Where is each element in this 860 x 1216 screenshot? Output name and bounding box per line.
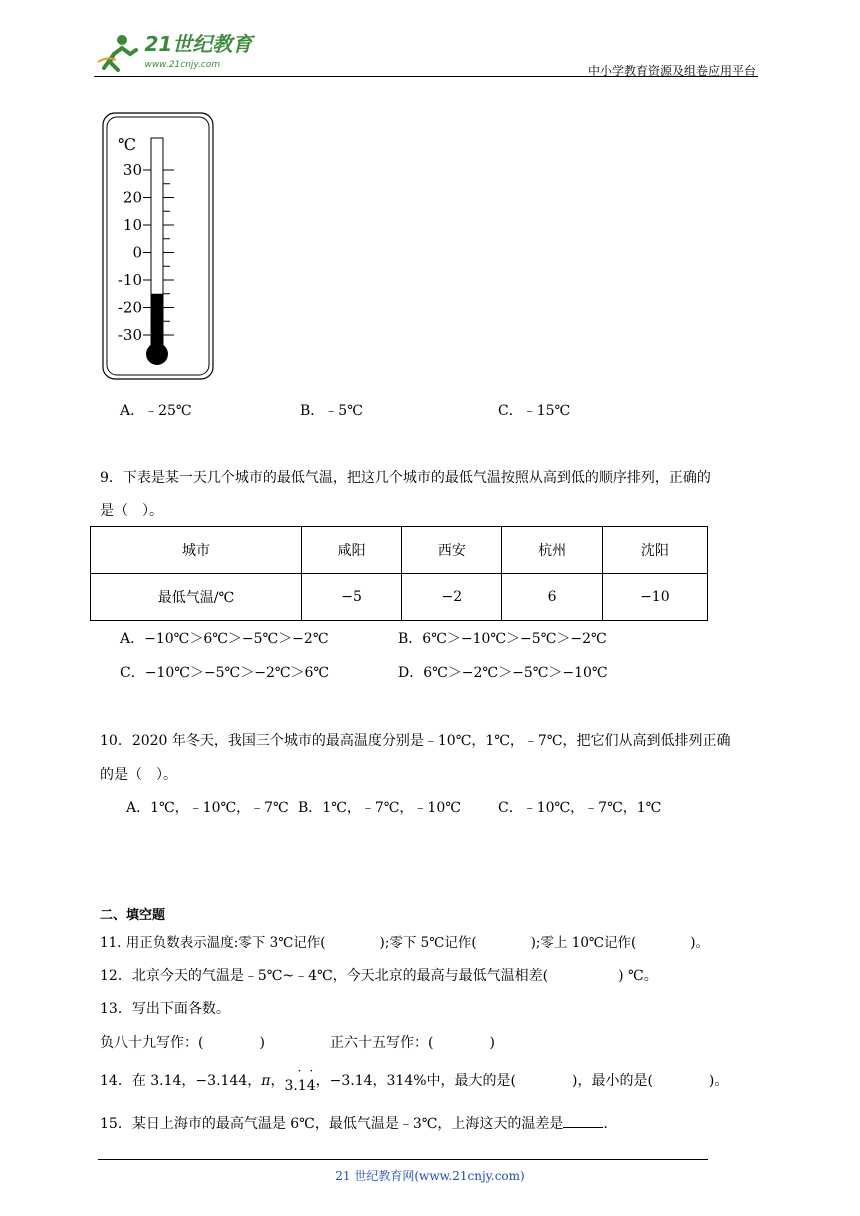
table-cell: 杭州 (502, 527, 602, 574)
q9-stem-line2: 是（ ）。 (100, 503, 163, 519)
logo-text: 21世纪教育 (144, 32, 253, 57)
q11: 11. 用正负数表示温度:零下 3℃记作( );零下 5℃记作( );零上 10℃记作( )。 (100, 935, 710, 951)
thermometer-figure (102, 112, 214, 380)
q9-option-b[interactable]: B．6℃＞−10℃＞−5℃＞−2℃ (398, 631, 607, 647)
footer-divider (98, 1159, 708, 1160)
table-cell: −2 (402, 574, 502, 621)
runner-logo-icon (96, 32, 140, 72)
q14-recurring-decimal: · · 3.14 (284, 1064, 316, 1094)
q15-text: 15．某日上海市的最高气温是 6℃，最低气温是﹣3℃，上海这天的温差是 (100, 1116, 564, 1132)
table-cell: 6 (502, 574, 602, 621)
q13: 13．写出下面各数。 (100, 1001, 230, 1017)
q14-comma: ， (270, 1073, 285, 1089)
q14 (100, 1064, 729, 1094)
scale-label: 30 (122, 161, 142, 179)
section-title: 二、填空题 (100, 908, 166, 923)
scale-label: -20 (117, 298, 142, 317)
q9-option-c[interactable]: C．−10℃＞−5℃＞−2℃＞6℃ (120, 665, 330, 681)
q9-option-d[interactable]: D．6℃＞−2℃＞−5℃＞−10℃ (398, 665, 608, 681)
scale-label: 20 (122, 188, 142, 207)
thermometer-unit: ℃ (118, 135, 136, 154)
q14-text-pre: 14．在 3.14，−3.144， (100, 1073, 262, 1089)
table-cell: −5 (302, 574, 402, 621)
table-cell: 城市 (91, 527, 302, 574)
q9-stem-line1: 9．下表是某一天几个城市的最低气温，把这几个城市的最低气温按照从高到低的顺序排列，正确的 (100, 470, 711, 486)
scale-label: 10 (122, 216, 142, 234)
logo (96, 32, 252, 72)
q15-answer-blank[interactable] (563, 1127, 603, 1128)
q14-text-post: ，−3.14，314%中，最大的是( )，最小的是( )。 (315, 1073, 729, 1089)
scale-label: 0 (132, 243, 142, 262)
q13-part-a: 负八十九写作：( ) (100, 1035, 265, 1051)
thermometer-bulb (146, 343, 168, 365)
q8-option-b[interactable]: B．﹣5℃ (300, 403, 363, 419)
q9-option-a[interactable]: A．−10℃＞6℃＞−5℃＞−2℃ (120, 631, 329, 647)
footer-text: 21 世纪教育网(www.21cnjy.com) (335, 1169, 525, 1183)
scale-label: -30 (117, 326, 142, 344)
mercury-column (151, 294, 163, 350)
scale-label: -10 (117, 271, 142, 289)
table-header-row (91, 527, 708, 574)
q8-option-c[interactable]: C．﹣15℃ (498, 403, 571, 419)
table-row (91, 574, 708, 621)
q10-option-b[interactable]: B．1℃，﹣7℃，﹣10℃ (298, 800, 461, 816)
logo-url: www.21cnjy.com (144, 59, 221, 70)
table-cell: 沈阳 (602, 527, 707, 574)
q10-option-a[interactable]: A．1℃，﹣10℃，﹣7℃ (126, 800, 289, 816)
table-cell: −10 (602, 574, 707, 621)
temperature-table (90, 526, 708, 621)
header-right-text: 中小学教育资源及组卷应用平台 (587, 64, 756, 78)
q14-pi: π (261, 1073, 271, 1089)
q10-stem-line1: 10．2020 年冬天，我国三个城市的最高温度分别是﹣10℃，1℃，﹣7℃，把它们从高到低排列正确 (100, 733, 731, 749)
table-cell: 最低气温/℃ (91, 574, 302, 621)
table-cell: 咸阳 (302, 527, 402, 574)
table-cell: 西安 (402, 527, 502, 574)
header-divider (94, 76, 758, 77)
q10-stem-line2: 的是（ ）。 (100, 767, 177, 783)
q15: 15．某日上海市的最高气温是 6℃，最低气温是﹣3℃，上海这天的温差是 . (100, 1116, 608, 1132)
q12: 12．北京今天的气温是﹣5℃~﹣4℃，今天北京的最高与最低气温相差( ) ℃。 (100, 968, 658, 984)
q10-option-c[interactable]: C．﹣10℃，﹣7℃，1℃ (498, 800, 662, 816)
q8-option-a[interactable]: A．﹣25℃ (120, 403, 192, 419)
q13-part-b: 正六十五写作：( ) (330, 1035, 495, 1051)
